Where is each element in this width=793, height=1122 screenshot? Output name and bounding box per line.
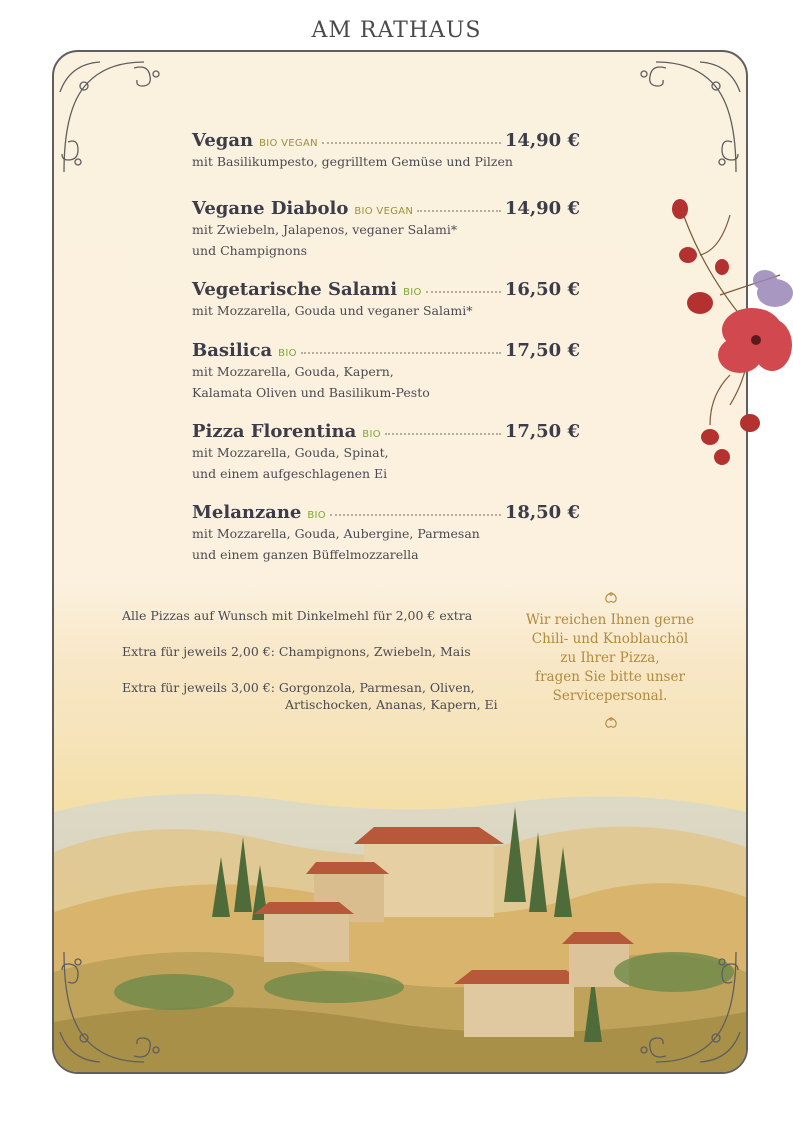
item-description: und einem ganzen Büffelmozzarella: [192, 547, 419, 562]
flourish-icon: [54, 942, 174, 1072]
flourish-icon: [54, 52, 174, 182]
note-line: Servicepersonal.: [552, 688, 668, 704]
extras-3eur: Extra für jeweils 3,00 €: Gorgonzola, Parmesan, Oliven,: [122, 680, 475, 695]
flourish-icon: [626, 52, 746, 182]
swirl-ornament-icon: [600, 716, 622, 730]
item-price: 16,50 €: [504, 279, 580, 300]
item-name: Pizza Florentina: [192, 421, 357, 442]
item-price: 14,90 €: [504, 198, 580, 219]
service-note: [520, 611, 700, 706]
item-description: mit Mozzarella, Gouda, Spinat,: [192, 445, 389, 460]
dot-leader: [426, 290, 501, 293]
item-tag: BIO VEGAN: [259, 138, 318, 149]
dot-leader: [417, 209, 501, 212]
note-line: zu Ihrer Pizza,: [560, 650, 660, 666]
item-tag: BIO VEGAN: [354, 206, 414, 217]
item-name: Vegane Diabolo: [192, 198, 349, 219]
item-name: Vegetarische Salami: [192, 279, 398, 300]
item-description: mit Zwiebeln, Jalapenos, veganer Salami*: [192, 222, 458, 237]
item-name: Vegan: [192, 130, 254, 151]
red-flowers-illustration: [660, 195, 793, 470]
menu-item: [192, 279, 580, 321]
dot-leader: [330, 513, 501, 516]
item-description: mit Mozzarella, Gouda, Aubergine, Parmesan: [192, 526, 480, 541]
dot-leader: [301, 351, 501, 354]
menu-item: [192, 502, 580, 565]
note-line: fragen Sie bitte unser: [535, 669, 685, 685]
item-description: und einem aufgeschlagenen Ei: [192, 466, 388, 481]
item-name: Basilica: [192, 340, 273, 361]
extras-3eur-continued: Artischocken, Ananas, Kapern, Ei: [285, 697, 498, 712]
extras-dinkel: Alle Pizzas auf Wunsch mit Dinkelmehl für 2,00 € extra: [122, 608, 473, 623]
item-tag: BIO: [403, 287, 422, 298]
item-price: 18,50 €: [504, 502, 580, 523]
dot-leader: [385, 432, 501, 435]
flourish-icon: [626, 942, 746, 1072]
menu-item: [192, 421, 580, 484]
item-description: mit Basilikumpesto, gegrilltem Gemüse und Pilzen: [192, 154, 513, 169]
menu-item: [192, 130, 580, 172]
item-tag: BIO: [278, 348, 297, 359]
menu-item: [192, 198, 580, 261]
dot-leader: [322, 141, 501, 144]
item-tag: BIO: [362, 429, 381, 440]
item-description: mit Mozzarella, Gouda, Kapern,: [192, 364, 394, 379]
extras-2eur: Extra für jeweils 2,00 €: Champignons, Zwiebeln, Mais: [122, 644, 471, 659]
note-line: Chili- und Knoblauchöl: [531, 631, 689, 647]
restaurant-title: AM RATHAUS: [311, 18, 482, 43]
item-name: Melanzane: [192, 502, 302, 523]
item-price: 17,50 €: [504, 421, 580, 442]
swirl-ornament-icon: [600, 591, 622, 605]
item-description: Kalamata Oliven und Basilikum-Pesto: [192, 385, 430, 400]
item-price: 17,50 €: [504, 340, 580, 361]
item-tag: BIO: [307, 510, 326, 521]
note-line: Wir reichen Ihnen gerne: [525, 612, 695, 628]
item-price: 14,90 €: [504, 130, 580, 151]
item-description: mit Mozzarella, Gouda und veganer Salami*: [192, 303, 473, 318]
item-description: und Champignons: [192, 243, 308, 258]
menu-item: [192, 340, 580, 403]
